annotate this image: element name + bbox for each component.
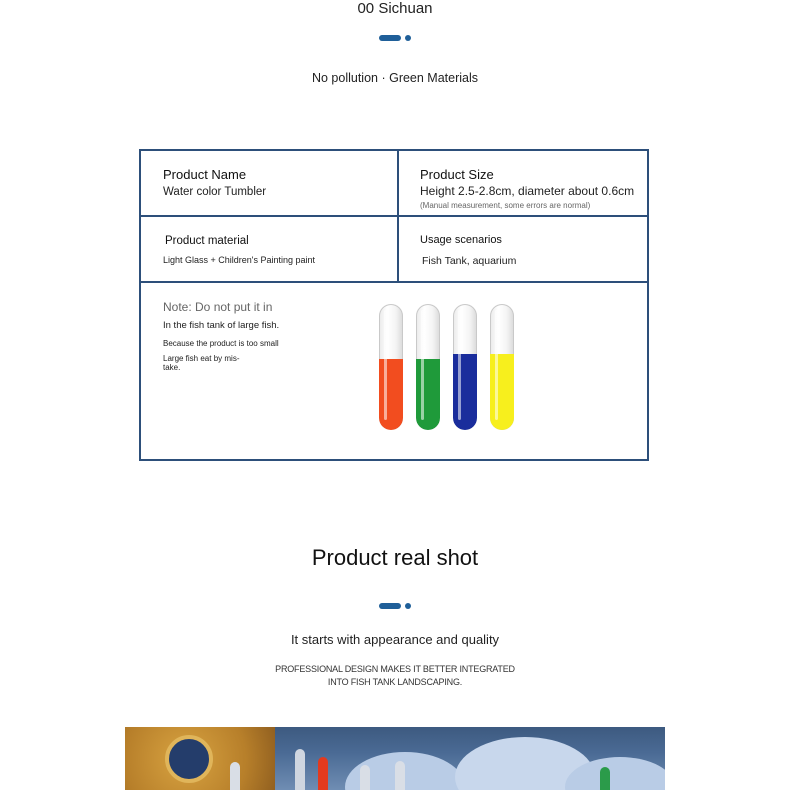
table-divider (397, 151, 399, 281)
tube-liquid (416, 359, 440, 430)
table-divider (141, 215, 647, 217)
tube-highlight (384, 310, 387, 420)
tube-liquid (379, 359, 403, 430)
note-line-2: Because the product is too small (163, 339, 279, 348)
tube-liquid (453, 354, 477, 430)
product-material-title: Product material (165, 235, 249, 247)
decor-tube (295, 749, 305, 790)
spec-table (139, 149, 649, 461)
divider-dots-top (0, 35, 790, 41)
product-size-title: Product Size (420, 167, 494, 182)
tube-highlight (458, 310, 461, 420)
decor-porthole (165, 735, 213, 783)
divider-dot (405, 35, 411, 41)
aquarium-photo (125, 727, 665, 790)
product-tubes-image (379, 304, 514, 430)
caption-line-2: INTO FISH TANK LANDSCAPING. (327, 677, 463, 687)
brand-location: 00 Sichuan (357, 0, 433, 17)
usage-title: Usage scenarios (420, 234, 502, 246)
note-line-3: Large fish eat by mis-take. (163, 354, 240, 372)
section-lead: It starts with appearance and quality (290, 632, 500, 647)
usage-value: Fish Tank, aquarium (422, 255, 517, 267)
product-size-value: Height 2.5-2.8cm, diameter about 0.6cm (420, 184, 635, 198)
caption-line-1: PROFESSIONAL DESIGN MAKES IT BETTER INTEGRATED (275, 664, 515, 674)
test-tube-2 (416, 304, 440, 430)
decor-tube (230, 762, 240, 790)
divider-dot (405, 603, 411, 609)
table-divider (141, 281, 647, 283)
tube-highlight (421, 310, 424, 420)
note-title: Note: Do not put it in (163, 300, 273, 314)
decor-tube (395, 761, 405, 790)
test-tube-3 (453, 304, 477, 430)
divider-bar (379, 35, 401, 41)
divider-dots-section (0, 603, 790, 609)
tagline: No pollution · Green Materials (311, 71, 479, 85)
product-material-value: Light Glass + Children's Painting paint (163, 255, 316, 265)
decor-tube (600, 767, 610, 790)
section-title: Product real shot (311, 545, 479, 570)
test-tube-1 (379, 304, 403, 430)
product-name-title: Product Name (163, 167, 247, 182)
tube-liquid (490, 354, 514, 430)
product-size-note: (Manual measurement, some errors are normal) (420, 201, 591, 210)
test-tube-4 (490, 304, 514, 430)
product-name-value: Water color Tumbler (163, 186, 267, 198)
note-line-1: In the fish tank of large fish. (163, 320, 280, 331)
decor-tube (318, 757, 328, 790)
divider-bar (379, 603, 401, 609)
decor-tube (360, 765, 370, 790)
tube-highlight (495, 310, 498, 420)
